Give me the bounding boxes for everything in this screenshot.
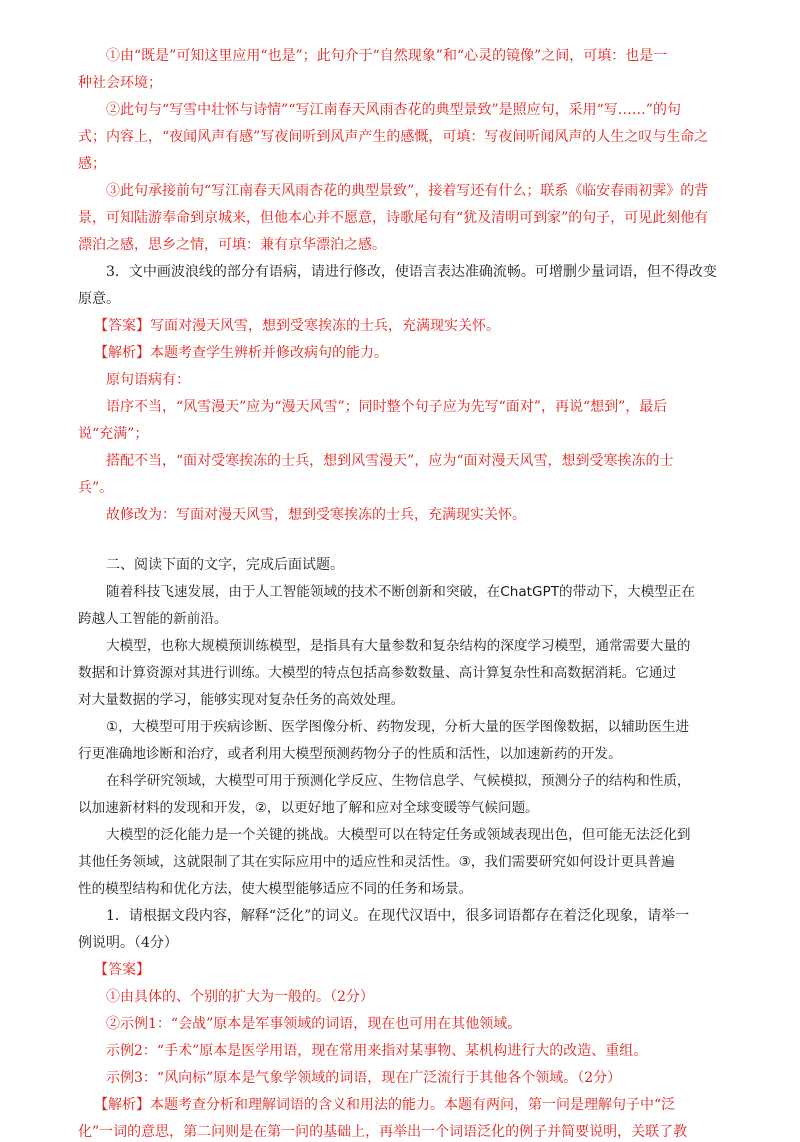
answer-line: ②示例1：“会战”原本是军事领域的词语，现在也可用在其他领域。 [106,1016,522,1032]
passage-line: 大模型的泛化能力是一个关键的挑战。大模型可以在特定任务或领域表现出色，但可能无法泛化到 [106,827,691,843]
passage-line: 行更准确地诊断和治疗，或者利用大模型预测药物分子的性质和活性，以加速新药的开发。 [78,746,622,762]
answer-line: 示例2：“手术”原本是医学用语，现在常用来指对某事物、某机构进行大的改造、重组。 [106,1043,648,1059]
passage-line: 其他任务领域，这就限制了其在实际应用中的适应性和灵活性。③，我们需要研究如何设计更具普遍 [78,854,675,870]
passage-line: 随着科技飞速发展，由于人工智能领域的技术不断创新和突破，在ChatGPT的带动下，大模型正在 [106,584,695,600]
explanation-line: 搭配不当，“面对受寒挨冻的士兵，想到风雪漫天”，应为“面对漫天风雪，想到受寒挨冻的士 [106,453,674,469]
question-3-text: 原意。 [78,291,120,307]
analysis-line: 景，可知陆游奉命到京城来，但他本心并不愿意，诗歌尾句有“犹及清明可到家”的句子，可见此刻他有 [78,210,709,226]
question-3-text: 3．文中画波浪线的部分有语病，请进行修改，使语言表达准确流畅。可增删少量词语，但不得改变 [106,264,717,280]
explanation-line: 原句语病有： [106,372,190,388]
explanation-line: 故修改为：写面对漫天风雪，想到受寒挨冻的士兵，充满现实关怀。 [106,507,526,523]
answer-line: ①由具体的、个别的扩大为一般的。（2分） [106,989,374,1005]
analysis-line: ②此句与“写雪中壮怀与诗情”“写江南春天风雨杏花的典型景致”是照应句，采用“写……”的句 [106,102,681,118]
answer-line: 示例3：“风向标”原本是气象学领域的词语，现在广泛流行于其他各个领域。（2分） [106,1070,622,1086]
explanation-line: 说“充满”； [78,426,149,442]
explanation-label: 【解析】本题考查分析和理解词语的含义和用法的能力。本题有两问，第一问是理解句子中“泛 [94,1097,676,1113]
explanation-line: 语序不当，“风雪漫天”应为“漫天风雪”；同时整个句子应为先写“面对”，再说“想到”，最后 [106,399,668,415]
analysis-line: ①由“既是”可知这里应用“也是”；此句介于“自然现象”和“心灵的镜像”之间，可填：也是一 [106,48,668,64]
question-1-text: 例说明。（4分） [78,935,178,951]
passage-line: 跨越人工智能的新前沿。 [78,611,228,627]
explanation-line: 化”一词的意思，第二问则是在第一问的基础上，再举出一个词语泛化的例子并简要说明，关联了教 [78,1124,688,1140]
analysis-line: 感； [78,156,106,172]
passage-line: 数据和计算资源对其进行训练。大模型的特点包括高参数数量、高计算复杂性和高数据消耗。它通过 [78,665,677,681]
analysis-line: ③此句承接前句“写江南春天风雨杏花的典型景致”，接着写还有什么；联系《临安春雨初霁》的背 [106,183,709,199]
passage-line: 性的模型结构和优化方法，使大模型能够适应不同的任务和场景。 [78,881,473,897]
explanation-label: 【解析】本题考查学生辨析并修改病句的能力。 [94,345,388,361]
explanation-line: 兵”。 [78,480,114,496]
analysis-line: 漂泊之感，思乡之情，可填：兼有京华漂泊之感。 [78,237,386,253]
passage-line: 对大量数据的学习，能够实现对复杂任务的高效处理。 [78,692,405,708]
passage-line: ①，大模型可用于疾病诊断、医学图像分析、药物发现，分析大量的医学图像数据，以辅助医生进 [106,719,690,735]
analysis-line: 种社会环境； [78,75,162,91]
answer-label: 【答案】 [94,962,150,978]
question-1-text: 1．请根据文段内容，解释“泛化”的词义。在现代汉语中，很多词语都存在着泛化现象，请举一 [106,908,690,924]
answer-label: 【答案】写面对漫天风雪，想到受寒挨冻的士兵，充满现实关怀。 [94,318,500,334]
section-heading: 二、阅读下面的文字，完成后面试题。 [106,557,344,573]
analysis-line: 式；内容上，“夜闻风声有感”写夜间听到风声产生的感慨，可填：写夜间听闻风声的人生之叹与生命之 [78,129,709,145]
passage-line: 大模型，也称大规模预训练模型，是指具有大量参数和复杂结构的深度学习模型，通常需要大量的 [106,638,691,654]
passage-line: 在科学研究领域，大模型可用于预测化学反应、生物信息学、气候模拟，预测分子的结构和性质， [106,773,691,789]
passage-line: 以加速新材料的发现和开发，②，以更好地了解和应对全球变暖等气候问题。 [78,800,539,816]
